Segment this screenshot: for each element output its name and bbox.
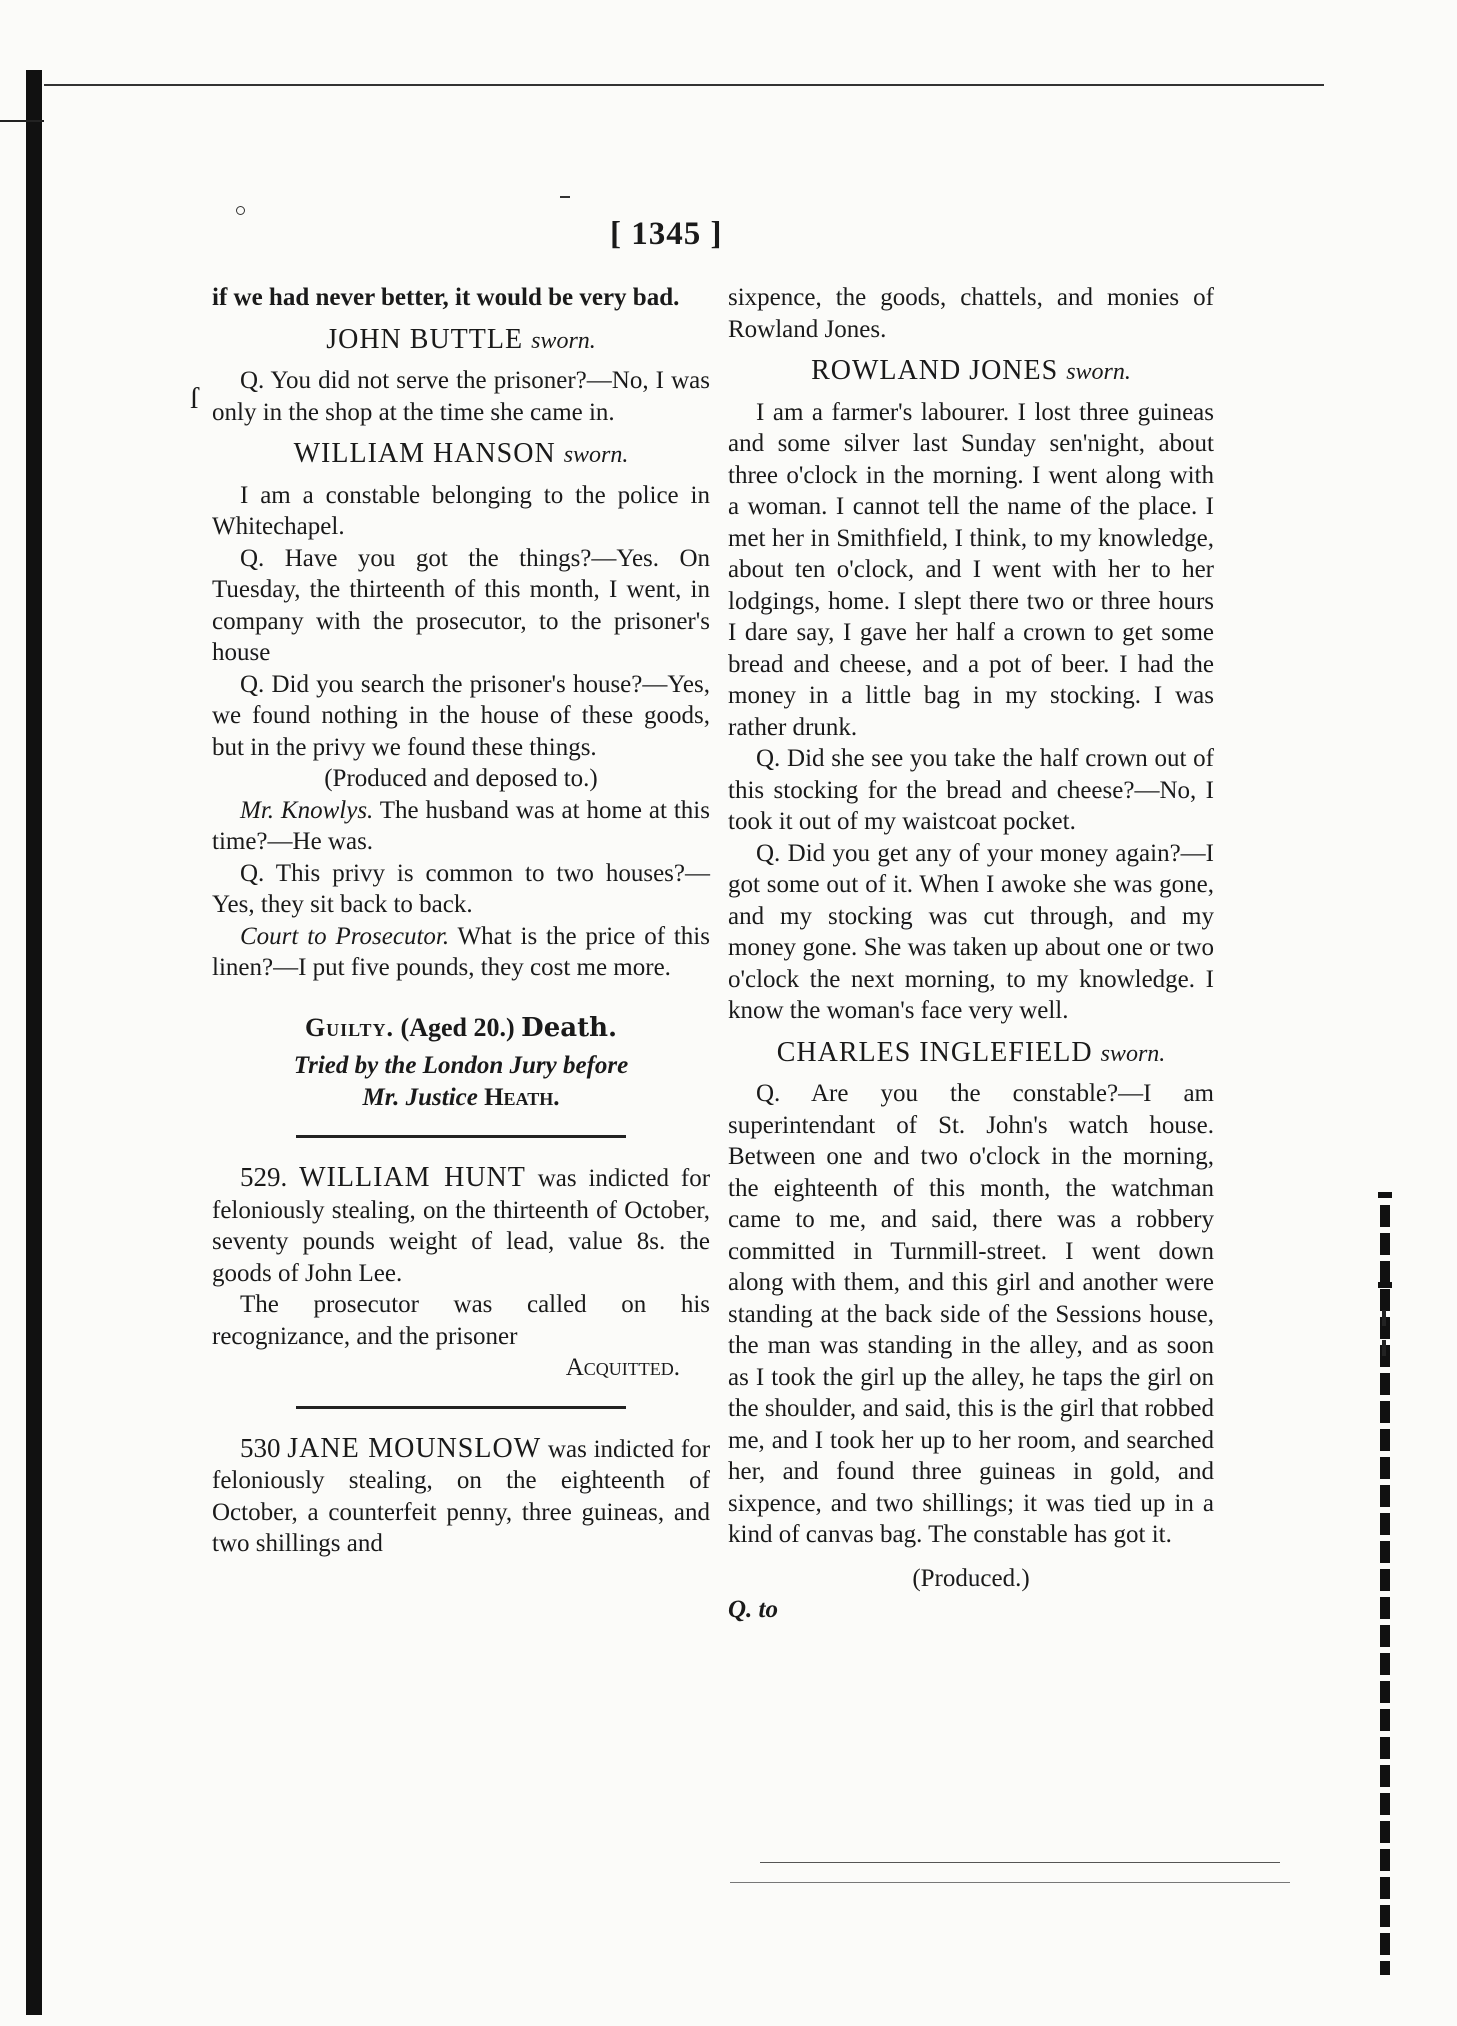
tried-by-line: Tried by the London Jury before — [293, 1052, 629, 1079]
speech-text: The husband was at home at this time?—He was. — [212, 796, 710, 855]
defendant-name: JANE MOUNSLOW — [287, 1432, 542, 1464]
catchword: Q. to — [728, 1596, 778, 1623]
section-separator — [296, 1135, 626, 1138]
defendant-name: WILLIAM HUNT — [299, 1162, 526, 1193]
speech-text: What is the price of this linen?—I put five pounds, they cost me more. — [212, 922, 710, 981]
sworn-label: sworn. — [531, 327, 596, 354]
paragraph: Q. Are you the constable?—I am superintendant of St. John's watch house. Between one and two o'clock in the morning, the eighteenth of this month, the watchman came to me, and said, there was a robbery committed in Turnmill-street. I went down along with them, and this girl and another were standing at the back side of the Sessions house, the man was standing in the alley, and as soon as I took the girl up the alley, he taps the girl on the shoulder, and said, this is the girl that robbed me, and I took her up to her room, and searched her, and found three guineas in gold, and sixpence, and two shillings; it was tied up in a kind of canvas bag. The constable has got it. — [728, 1080, 1214, 1548]
top-scan-line — [44, 84, 1324, 86]
paragraph: (Produced and deposed to.) — [324, 765, 598, 792]
binding-shadow — [26, 70, 42, 2015]
verdict-line — [212, 1012, 710, 1045]
section-separator — [296, 1406, 626, 1409]
right-column — [728, 282, 1214, 1626]
case-number: 530 — [240, 1432, 281, 1463]
case-number: 529. — [240, 1162, 288, 1192]
paragraph: Q. You did not serve the prisoner?—No, I was only in the shop at the time she came in. — [212, 367, 710, 426]
stray-mark — [236, 206, 245, 215]
edge-mark — [1382, 1310, 1386, 1326]
bottom-scan-line — [760, 1862, 1280, 1863]
paragraph: The prosecutor was called on his recognizance, and the prisoner — [212, 1291, 710, 1350]
edge-mark — [1378, 1282, 1392, 1288]
case-paragraph — [212, 1433, 710, 1560]
paragraph: Q. Did you get any of your money again?—I got some out of it. When I awoke she was gone, and my stocking was cut through, and my money gone. She was taken up about one or two o'clock the next morning, to my knowledge. I know the woman's face very well. — [728, 839, 1214, 1024]
speaker-label: Mr. Knowlys. — [240, 796, 374, 824]
paragraph: (Produced.) — [912, 1564, 1030, 1592]
indictment-text: was indicted for feloniously stealing, on the thirteenth of October, seventy pounds weight of lead, value 8s. the goods of John Lee. — [212, 1165, 711, 1287]
justice-line — [212, 1082, 710, 1114]
witness-name: ROWLAND JONES — [811, 355, 1059, 386]
witness-heading — [212, 438, 710, 472]
witness-name: CHARLES INGLEFIELD — [776, 1036, 1093, 1068]
paragraph: if we had never better, it would be very bad. — [212, 284, 680, 311]
verdict: Guilty. — [304, 1012, 395, 1042]
binding-edge-line — [0, 120, 44, 122]
edge-mark — [1378, 1192, 1392, 1198]
paragraph — [212, 921, 710, 984]
edge-mark — [1382, 1340, 1386, 1356]
verdict: Acquitted. — [565, 1354, 680, 1381]
sworn-label: sworn. — [563, 442, 629, 468]
stray-mark — [560, 196, 570, 198]
sentence: Death. — [521, 1012, 618, 1043]
paragraph: Q. Did you search the prisoner's house?—Yes, we found nothing in the house of these goods, but in the privy we found these things. — [212, 670, 710, 761]
paragraph: Q. This privy is common to two houses?—Yes, they sit back to back. — [212, 859, 710, 918]
witness-name: JOHN BUTTLE — [326, 323, 524, 355]
witness-heading — [728, 355, 1214, 389]
margin-annotation-mark: ſ — [190, 382, 199, 415]
paragraph: Q. Have you got the things?—Yes. On Tuesday, the thirteenth of this month, I went, in company with the prosecutor, to the prisoner's house — [212, 544, 710, 666]
sworn-label: sworn. — [1100, 1040, 1166, 1067]
witness-heading — [212, 324, 710, 358]
indictment-text: was indicted for feloniously stealing, on the eighteenth of October, a counterfeit penny, three guineas, and two shillings and — [212, 1435, 711, 1557]
page-number: [ 1345 ] — [610, 216, 723, 252]
justice-label: Mr. Justice — [362, 1083, 478, 1111]
paragraph: I am a constable belonging to the police in Whitechapel. — [212, 481, 710, 540]
paragraph — [212, 795, 710, 858]
witness-name: WILLIAM HANSON — [293, 438, 556, 469]
case-paragraph — [212, 1162, 710, 1289]
prisoner-age: (Aged 20.) — [400, 1012, 515, 1042]
bottom-scan-line-2 — [730, 1882, 1290, 1883]
witness-heading — [728, 1037, 1214, 1071]
speaker-label: Court to Prosecutor. — [240, 922, 450, 950]
justice-name: Heath. — [484, 1083, 560, 1111]
paragraph: I am a farmer's labourer. I lost three guineas and some silver last Sunday sen'night, about three o'clock in the morning. I went along with a woman. I cannot tell the name of the place. I met her in Smithfield, I think, to my knowledge, about ten o'clock, and I went with her to her lodgings, home. I slept there two or three hours I dare say, I gave her half a crown to get some bread and cheese, and a pot of beer. I had the money in a little bag in my stocking. I was rather drunk. — [728, 398, 1214, 741]
paragraph: sixpence, the goods, chattels, and monies of Rowland Jones. — [728, 284, 1214, 343]
left-column — [212, 282, 710, 1560]
paragraph: Q. Did she see you take the half crown out of this stocking for the bread and cheese?—No, I took it out of my waistcoat pocket. — [728, 745, 1214, 835]
sworn-label: sworn. — [1066, 359, 1131, 385]
